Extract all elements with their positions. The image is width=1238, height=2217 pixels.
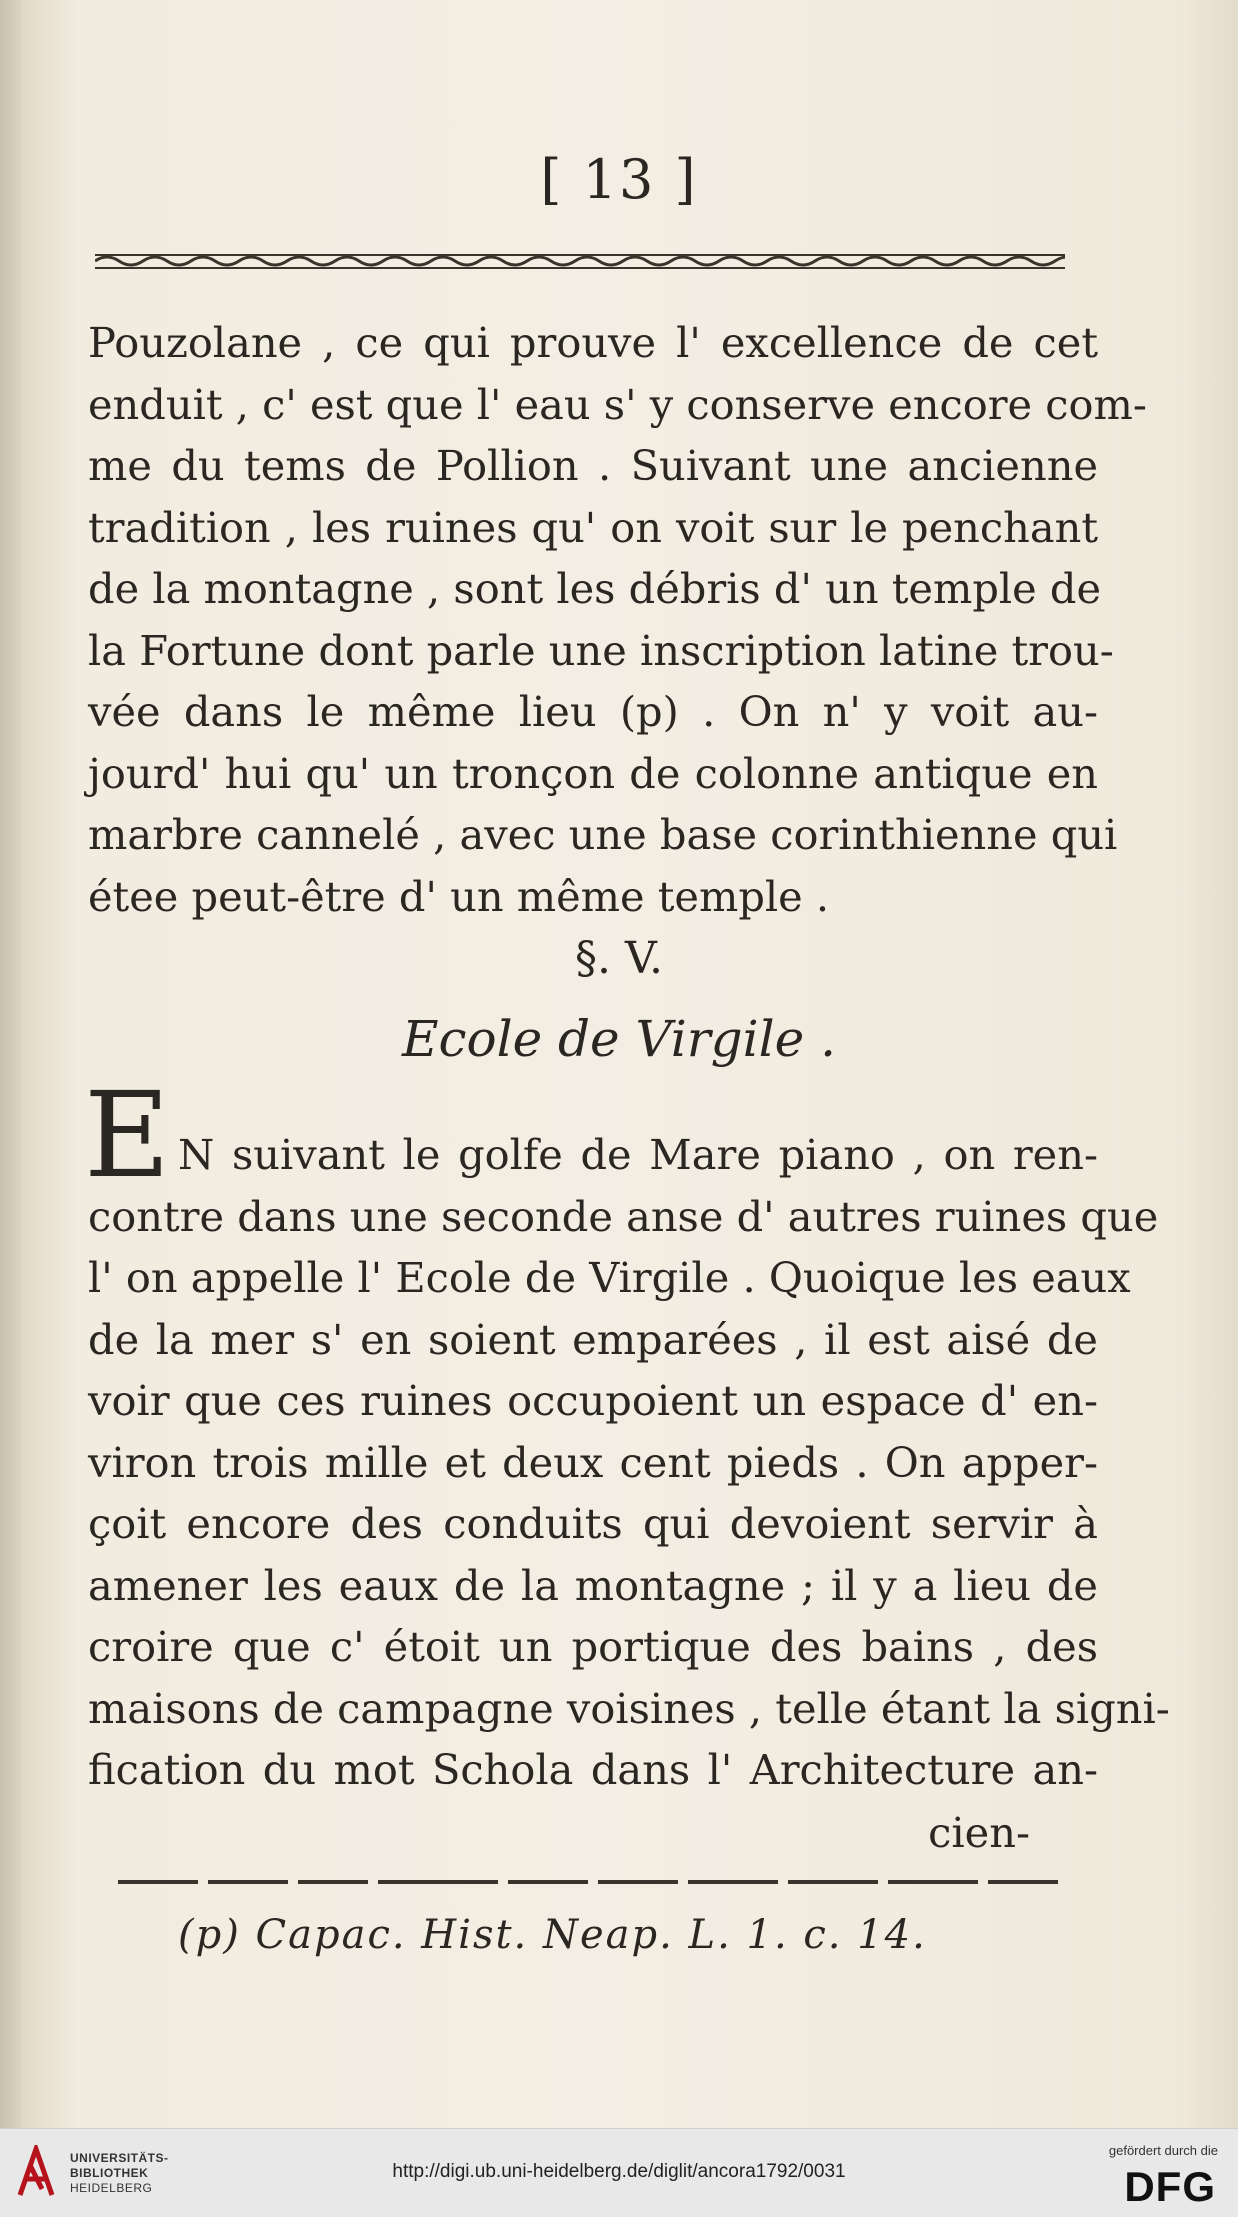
ornamental-border — [95, 250, 1065, 272]
library-name[interactable]: UNIVERSITÄTS- BIBLIOTHEK HEIDELBERG — [70, 2151, 169, 2195]
text-line: la Fortune dont parle une inscription latine trou- — [88, 625, 1114, 675]
text-line: fication du mot Schola dans l' Architecture an- — [88, 1745, 1098, 1794]
paragraph-2 — [88, 1124, 1170, 1801]
text-line: enduit , c' est que l' eau s' y conserve encore com- — [88, 379, 1147, 429]
text-line: çoit encore des conduits qui devoient servir à — [88, 1499, 1098, 1548]
page-number: [ 13 ] — [540, 148, 698, 211]
section-title: Ecole de Virgile . — [401, 1010, 837, 1068]
text-line: étee peut-être d' un même temple . — [88, 871, 830, 921]
text-line: maisons de campagne voisines , telle étant la signi- — [88, 1683, 1170, 1733]
text-line: croire que c' étoit un portique des bains , des — [88, 1622, 1098, 1671]
text-line: tradition , les ruines qu' on voit sur le penchant — [88, 502, 1098, 552]
text-line: voir que ces ruines occupoient un espace d' en- — [88, 1376, 1098, 1425]
section-number: §. V. — [574, 933, 664, 984]
footnote: (p) Capac. Hist. Neap. L. 1. c. 14. — [178, 1912, 927, 1958]
permalink-url[interactable]: http://digi.ub.uni-heidelberg.de/diglit/ancora1792/0031 — [392, 2161, 846, 2182]
text-line: viron trois mille et deux cent pieds . On apper- — [88, 1437, 1098, 1487]
text-line: vée dans le même lieu (p) . On n' y voit au- — [88, 687, 1098, 736]
funder-label: gefördert durch die — [1108, 2143, 1218, 2158]
text-line: amener les eaux de la montagne ; il y a lieu de — [88, 1560, 1098, 1610]
paragraph-1 — [88, 312, 1147, 927]
text-line: de la mer s' en soient emparées , il est aisé de — [88, 1314, 1098, 1364]
drop-cap: E — [84, 1066, 171, 1204]
footnote-rule — [118, 1878, 1058, 1886]
text-line: contre dans une seconde anse d' autres ruines que — [88, 1191, 1159, 1241]
text-line: Pouzolane , ce qui prouve l' excellence de cet — [88, 318, 1098, 367]
footer-bar — [0, 2128, 1238, 2217]
text-line: de la montagne , sont les débris d' un temple de — [88, 564, 1102, 613]
text-line: me du tems de Pollion . Suivant une ancienne — [88, 441, 1098, 490]
text-line: N suivant le golfe de Mare piano , on ren- — [178, 1130, 1098, 1179]
catchword: cien- — [928, 1808, 1030, 1857]
dfg-logo[interactable]: DFG — [1124, 2163, 1216, 2210]
text-line: jourd' hui qu' un tronçon de colonne antique en — [88, 748, 1098, 798]
text-line: marbre cannelé , avec une base corinthienne qui — [88, 810, 1118, 859]
text-line: l' on appelle l' Ecole de Virgile . Quoique les eaux — [88, 1253, 1131, 1302]
